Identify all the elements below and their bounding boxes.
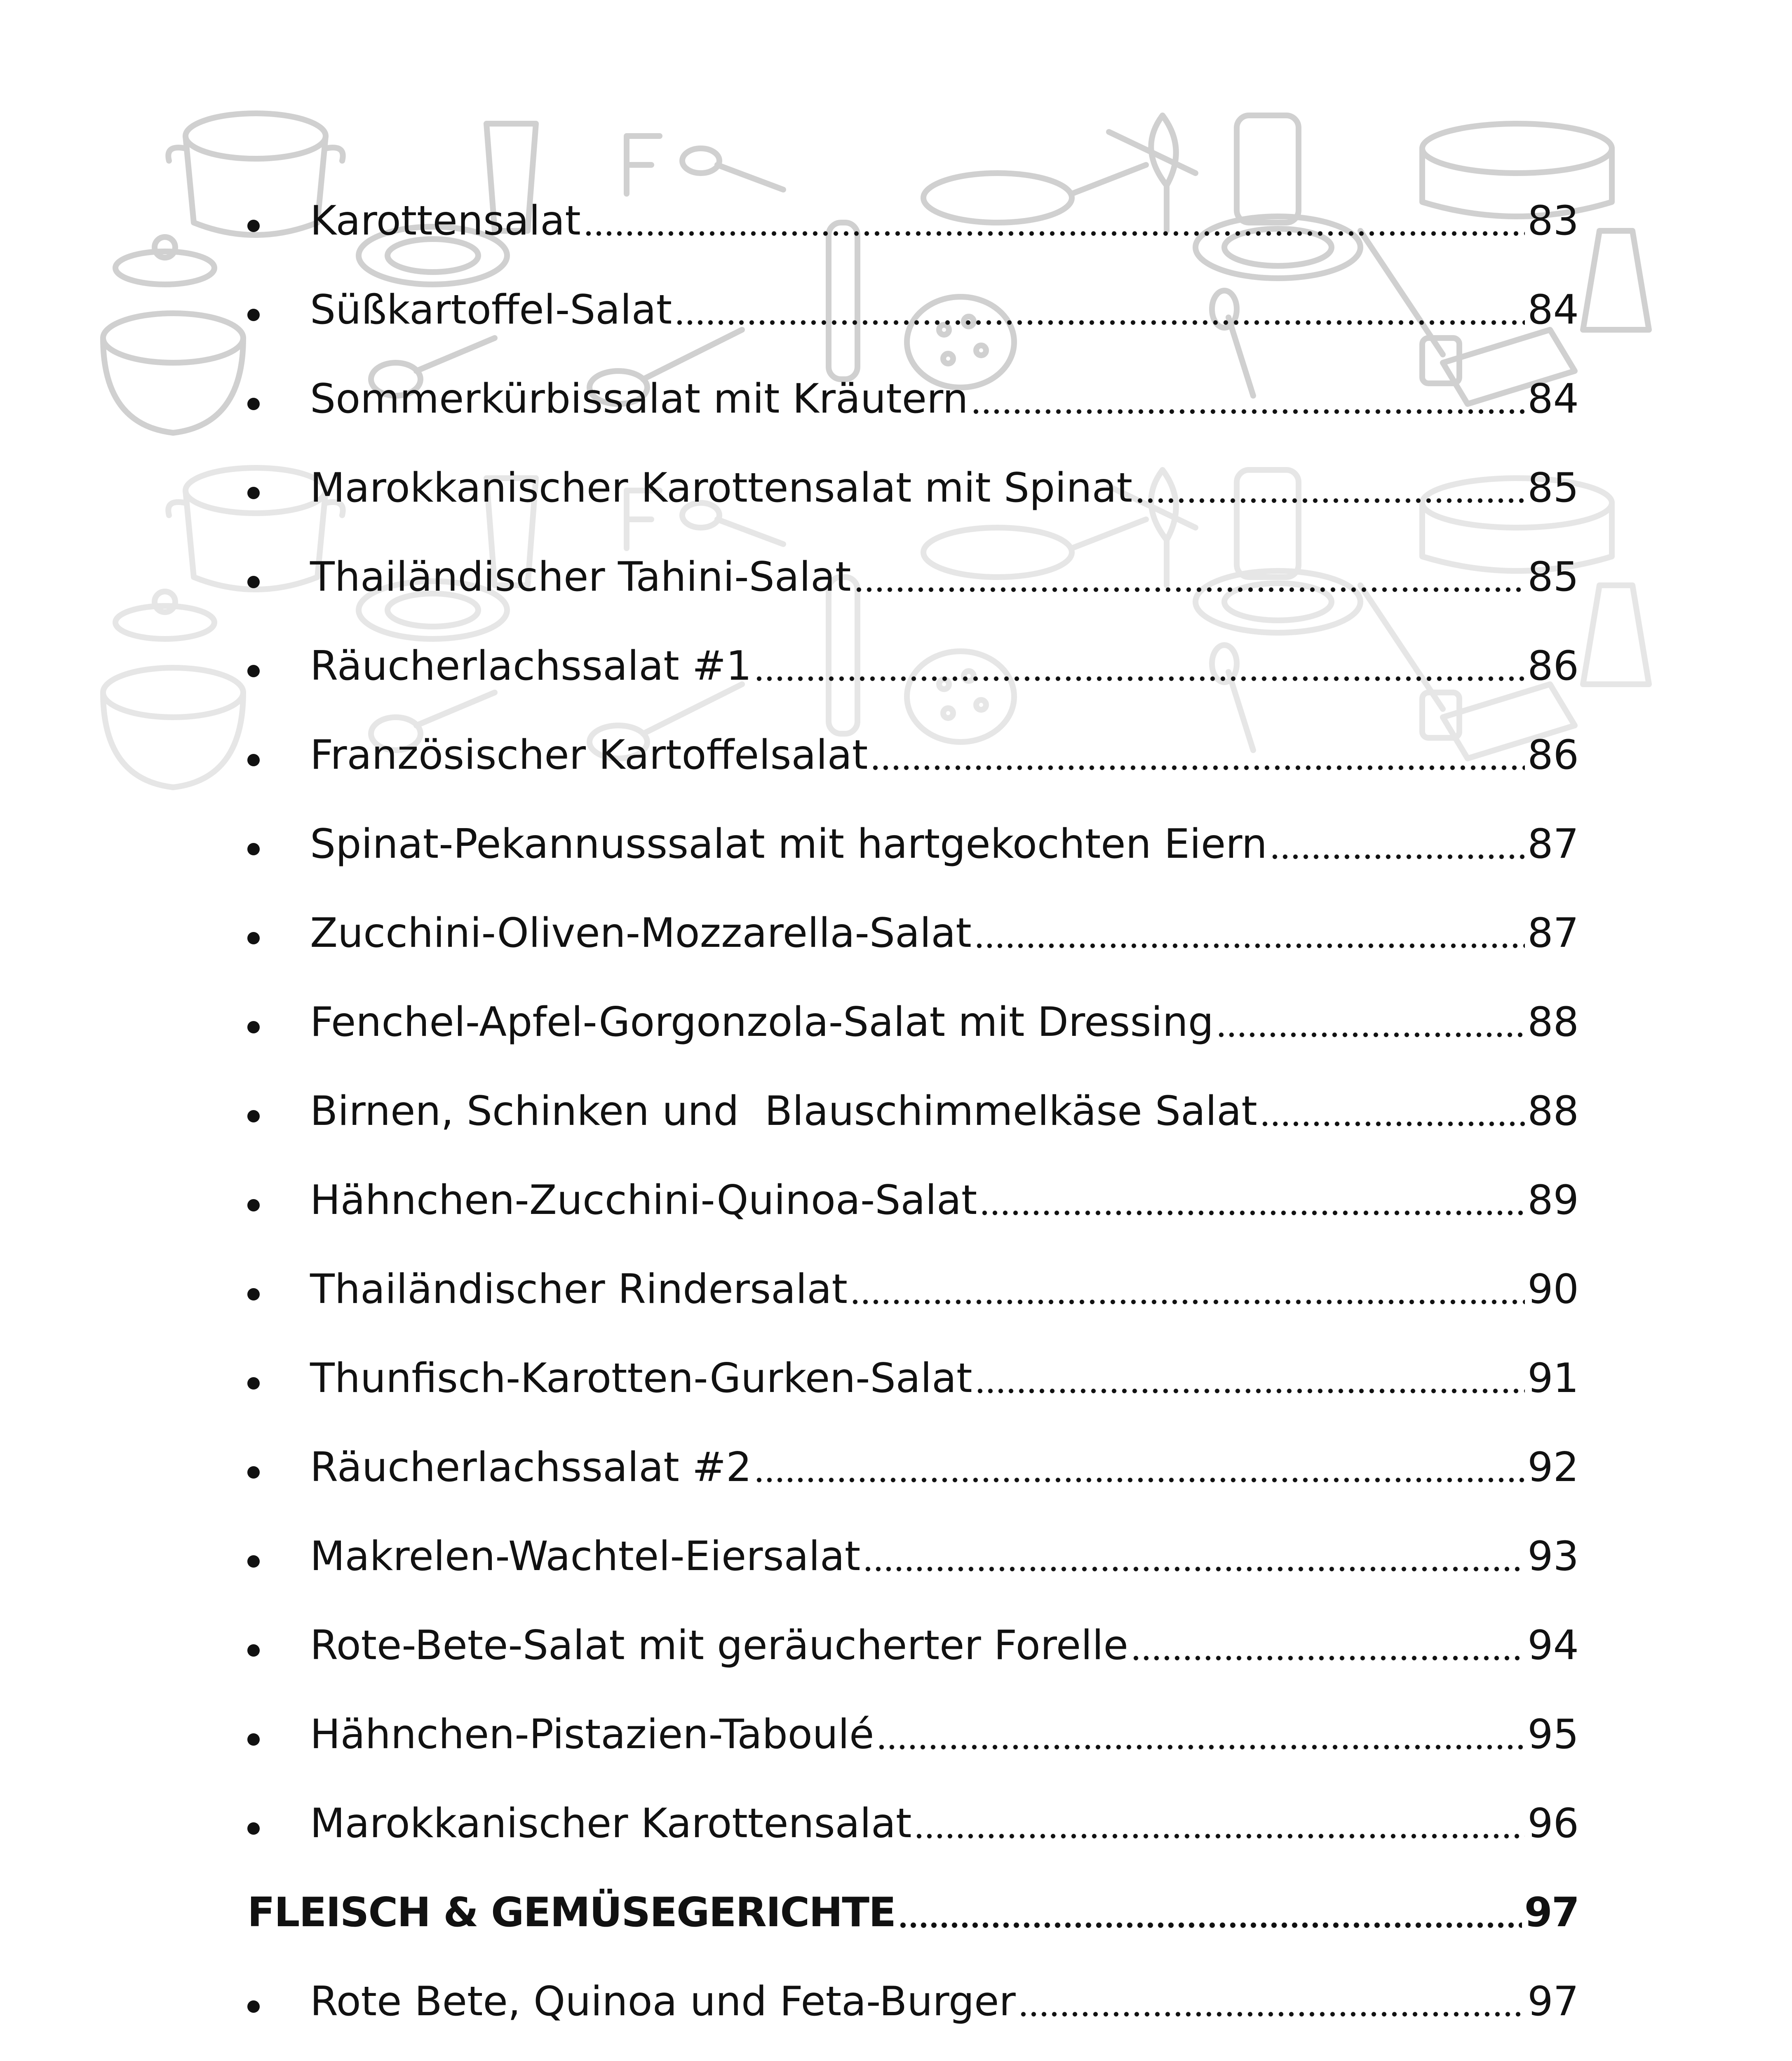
- bullet-icon: [247, 220, 260, 232]
- toc-page-number: 96: [1527, 1800, 1579, 1847]
- toc-page-number: 90: [1527, 1266, 1579, 1313]
- toc-item-label: Rote-Bete-Salat mit geräucherter Forelle: [310, 1622, 1128, 1669]
- toc-item[interactable]: [247, 1320, 1579, 1402]
- toc-item-label: Birnen, Schinken und Blauschimmelkäse Salat: [310, 1088, 1257, 1135]
- toc-page-number: 85: [1527, 554, 1579, 601]
- dot-leader: [1270, 823, 1525, 864]
- dot-leader: [854, 556, 1525, 597]
- toc-item[interactable]: [247, 608, 1579, 690]
- toc-item[interactable]: [247, 163, 1579, 244]
- toc-item[interactable]: [247, 1587, 1579, 1669]
- toc-page-number: 93: [1527, 1533, 1579, 1580]
- toc-item[interactable]: [247, 964, 1579, 1046]
- bullet-icon: [247, 843, 260, 855]
- toc-item-label: Fenchel-Apfel-Gorgonzola-Salat mit Dressing: [310, 999, 1214, 1046]
- toc-item[interactable]: [247, 786, 1579, 868]
- toc-page-number: 97: [1524, 1889, 1579, 1936]
- toc-item-label: Karottensalat: [310, 197, 581, 244]
- toc-page-number: 97: [1527, 1978, 1579, 2025]
- toc-item-label: Thunfisch-Karotten-Gurken-Salat: [310, 1355, 972, 1402]
- toc-item[interactable]: [247, 697, 1579, 779]
- dot-leader: [975, 1357, 1525, 1399]
- toc-page-number: 83: [1527, 197, 1579, 244]
- bullet-icon: [247, 1377, 260, 1390]
- toc-page-number: 88: [1527, 999, 1579, 1046]
- toc-page-number: 86: [1527, 643, 1579, 690]
- dot-leader: [863, 1535, 1525, 1577]
- toc-page-number: 84: [1527, 286, 1579, 333]
- toc-item[interactable]: [247, 1765, 1579, 1847]
- dot-leader: [898, 1892, 1522, 1933]
- bullet-icon: [247, 754, 260, 766]
- toc-item-label: Hähnchen-Zucchini-Quinoa-Salat: [310, 1177, 977, 1224]
- bullet-icon: [247, 1733, 260, 1746]
- dot-leader: [583, 200, 1525, 241]
- toc-item-label: Räucherlachssalat #2: [310, 1444, 752, 1491]
- bullet-icon: [247, 2000, 260, 2013]
- toc-item-label: Zucchini-Oliven-Mozzarella-Salat: [310, 910, 972, 957]
- toc-item[interactable]: [247, 1142, 1579, 1224]
- toc-page-number: 85: [1527, 465, 1579, 512]
- bullet-icon: [247, 1822, 260, 1835]
- bullet-icon: [247, 1288, 260, 1300]
- toc-page-number: 95: [1527, 1711, 1579, 1758]
- toc-item-label: Französischer Kartoffelsalat: [310, 732, 868, 779]
- bullet-icon: [247, 309, 260, 321]
- toc-section-heading[interactable]: [247, 1854, 1579, 1936]
- bullet-icon: [247, 1555, 260, 1568]
- toc-item-label: Spinat-Pekannusssalat mit hartgekochten Eiern: [310, 821, 1267, 868]
- toc-item[interactable]: [247, 341, 1579, 423]
- toc-item[interactable]: [247, 2033, 1579, 2061]
- dot-leader: [1260, 1090, 1525, 1131]
- toc-item-label: Hähnchen-Pistazien-Taboulé: [310, 1711, 874, 1758]
- bullet-icon: [247, 487, 260, 499]
- toc-item[interactable]: [247, 1676, 1579, 1758]
- bullet-icon: [247, 932, 260, 944]
- toc-page-number: 86: [1527, 732, 1579, 779]
- dot-leader: [979, 1179, 1525, 1221]
- toc-item-label: Makrelen-Wachtel-Eiersalat: [310, 1533, 861, 1580]
- toc-page-number: 92: [1527, 1444, 1579, 1491]
- bullet-icon: [247, 1021, 260, 1033]
- toc-item[interactable]: [247, 875, 1579, 957]
- toc-item[interactable]: [247, 252, 1579, 333]
- toc-item[interactable]: [247, 1944, 1579, 2025]
- bullet-icon: [247, 665, 260, 677]
- toc-item[interactable]: [247, 1409, 1579, 1491]
- dot-leader: [754, 645, 1525, 686]
- bullet-icon: [247, 576, 260, 588]
- toc-page-number: 84: [1527, 376, 1579, 423]
- bullet-icon: [247, 1466, 260, 1479]
- toc-item-label: Sommerkürbissalat mit Kräutern: [310, 376, 968, 423]
- dot-leader: [876, 1714, 1525, 1755]
- dot-leader: [914, 1803, 1525, 1844]
- dot-leader: [850, 1268, 1525, 1310]
- dot-leader: [870, 734, 1525, 775]
- toc-item[interactable]: [247, 1053, 1579, 1135]
- toc-item[interactable]: [247, 430, 1579, 512]
- toc-page-number: 88: [1527, 1088, 1579, 1135]
- toc-item-label: Rote Bete, Quinoa und Feta-Burger: [310, 1978, 1016, 2025]
- dot-leader: [974, 912, 1525, 953]
- toc-item-label: Marokkanischer Karottensalat: [310, 1800, 912, 1847]
- dot-leader: [1216, 1001, 1525, 1042]
- toc-item-label: Thailändischer Tahini-Salat: [310, 554, 851, 601]
- bullet-icon: [247, 398, 260, 410]
- bullet-icon: [247, 1110, 260, 1122]
- toc-item-label: Räucherlachssalat #1: [310, 643, 752, 690]
- toc-page-number: 94: [1527, 1622, 1579, 1669]
- dot-leader: [1018, 1981, 1525, 2022]
- toc-item-label: Süßkartoffel-Salat: [310, 286, 672, 333]
- toc-page-number: 91: [1527, 1355, 1579, 1402]
- toc-page-number: 89: [1527, 1177, 1579, 1224]
- toc-page-number: 87: [1527, 910, 1579, 957]
- bullet-icon: [247, 1199, 260, 1211]
- bullet-icon: [247, 1644, 260, 1657]
- dot-leader: [1135, 467, 1525, 508]
- toc-item-label: Thailändischer Rindersalat: [310, 1266, 848, 1313]
- toc-heading-label: FLEISCH & GEMÜSEGERICHTE: [247, 1889, 896, 1936]
- dot-leader: [1131, 1624, 1525, 1666]
- toc-item[interactable]: [247, 519, 1579, 601]
- toc-item-label: Marokkanischer Karottensalat mit Spinat: [310, 465, 1133, 512]
- dot-leader: [754, 1446, 1525, 1488]
- dot-leader: [674, 289, 1525, 330]
- toc-item[interactable]: [247, 1231, 1579, 1313]
- toc-page-number: 87: [1527, 821, 1579, 868]
- toc-item[interactable]: [247, 1498, 1579, 1580]
- table-of-contents: [247, 0, 1579, 2061]
- dot-leader: [971, 378, 1525, 419]
